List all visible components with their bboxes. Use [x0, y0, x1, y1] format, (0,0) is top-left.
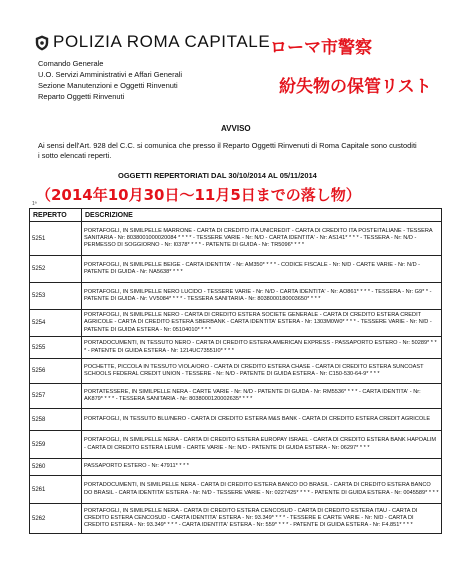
header-line-2: U.O. Servizi Amministrativi e Affari Generali — [38, 70, 183, 79]
reperto-number: 5259 — [30, 431, 82, 459]
reperto-number: 5255 — [30, 337, 82, 359]
header-line-1: Comando Generale — [38, 59, 104, 68]
jp-subtitle: 紛失物の保管リスト — [279, 77, 432, 97]
item-description: PORTAFOGLI, IN SIMILPELLE BEIGE - CARTA IDENTITA' - Nr: AM350* * * * - CODICE FISCALE - Nr: N/D - CARTE VARIE - Nr: N/D - PATENTE DI GUIDA - Nr: NA5638* * * * — [82, 256, 442, 283]
item-description: PORTATESSERE, IN SIMILPELLE NERA - CARTE VARIE - Nr: N/D - PATENTE DI GUIDA - Nr: RM5536* * * * - CARTA IDENTITA' - Nr: AK879* * * * - TESSERA SANITARIA - Nr: 8038000120002635* * * * — [82, 384, 442, 409]
column-header-reperto: REPERTO — [30, 209, 82, 222]
table-row — [30, 476, 442, 504]
table-row — [30, 431, 442, 459]
item-description: PORTAFOGLI, IN SIMILPELLE NERO - CARTA DI CREDITO ESTERA SOCIETE GENERALE - CARTA DI CREDITO ESTERA CREDIT AGRICOLE - CARTA DI CREDITO ESTERA SBERBANK - CARTA IDENTITA' ESTERA - Nr: 1303M0W0* * * * - TESSERE VARIE - Nr: N/D - PATENTE DI GUIDA ESTERA - Nr: 05104010* * * * — [82, 310, 442, 337]
header-line-4: Reparto Oggetti Rinvenuti — [38, 92, 125, 101]
reperto-number: 5253 — [30, 283, 82, 310]
item-description: POCHETTE, PICCOLA IN TESSUTO VIOLA/ORO - CARTA DI CREDITO ESTERA CHASE - CARTA DI CREDITO ESTERA SUNCOAST SCHOOLS FEDERAL CREDIT UNION - TESSERE - Nr: N/D - PATENTE DI GUIDA ESTERA - Nr: C150-530-64-9* * * * — [82, 359, 442, 384]
table-row — [30, 283, 442, 310]
column-header-descrizione: DESCRIZIONE — [82, 209, 442, 222]
item-description: PORTAFOGLI, IN TESSUTO BLU/NERO - CARTA DI CREDITO ESTERA M&S BANK - CARTA DI CREDITO ESTERA CREDIT AGRICOLE — [82, 409, 442, 431]
notice-body: Ai sensi dell'Art. 928 del C.C. si comunica che presso il Reparto Oggetti Rinvenuti di Roma Capitale sono custoditi i sotto elencati reperti. — [38, 141, 417, 160]
table-row — [30, 222, 442, 256]
page-mark: 1ª — [32, 201, 37, 207]
reperto-number: 5260 — [30, 459, 82, 476]
table-row — [30, 359, 442, 384]
table-row — [30, 459, 442, 476]
table-row — [30, 504, 442, 534]
notice-title: AVVISO — [221, 124, 251, 133]
reperto-number: 5261 — [30, 476, 82, 504]
header-line-3: Sezione Manutenzioni e Oggetti Rinvenuti — [38, 81, 178, 90]
reperto-number: 5257 — [30, 384, 82, 409]
table-row — [30, 310, 442, 337]
table-row — [30, 384, 442, 409]
reperto-number: 5262 — [30, 504, 82, 534]
list-title: OGGETTI REPERTORIATI DAL 30/10/2014 AL 05/11/2014 — [118, 171, 317, 180]
reperto-number: 5251 — [30, 222, 82, 256]
reperto-number: 5256 — [30, 359, 82, 384]
item-description: PORTAFOGLI, IN SIMILPELLE NERA - CARTA DI CREDITO ESTERA CENCOSUD - CARTA DI CREDITO ESTERA ITAU - CARTA DI CREDITO ESTERA CENCOSUD - CARTA IDENTITA' ESTERA - Nr: 93.349* * * * - TESSERE E CARTE VARIE - Nr: N/D - CARTA DI CREDITO ESTERA - Nr: 93.349* * * * - CARTA IDENTITA' ESTERA - Nr: 559* * * * - PATENTE DI GUIDA ESTERA - Nr: F4.851* * * * — [82, 504, 442, 534]
item-description: PORTAFOGLI, IN SIMILPELLE NERO LUCIDO - TESSERE VARIE - Nr: N/D - CARTA IDENTITA' - Nr: AO861* * * * - TESSERA - Nr: G9* * - PATENTE DI GUIDA - Nr: VV5084* * * * - TESSERA SANITARIA - Nr: 8038000180003650* * * * — [82, 283, 442, 310]
police-emblem-icon — [35, 35, 49, 51]
reperto-number: 5258 — [30, 409, 82, 431]
item-description: PORTAFOGLI, IN SIMILPELLE MARRONE - CARTA DI CREDITO ITA UNICREDIT - CARTA DI CREDITO ITA POSTEITALIANE - TESSERA SANITARIA - Nr: 8038001000020084 * * * * - TESSERE VARIE - Nr: N/D - CARTA IDENTITA' - Nr: AS141* * * * - TESSERA - Nr: N/D - PERMESSO DI SOGGIORNO - Nr: I0378* * * * - PATENTE DI GUIDA - Nr: TR5096* * * * — [82, 222, 442, 256]
jp-title: ローマ市警察 — [270, 38, 372, 58]
table-row — [30, 337, 442, 359]
item-description: PORTADOCUMENTI, IN TESSUTO NERO - CARTA DI CREDITO ESTERA AMERICAN EXPRESS - PASSAPORTO ESTERO - Nr: 50289* * * * - PATENTE DI GUIDA ESTERA - Nr: 1214UC73551I0* * * * — [82, 337, 442, 359]
table-row — [30, 256, 442, 283]
jp-period: （2014年10月30日～11月5日までの落し物） — [36, 186, 361, 204]
table-header-row — [30, 209, 442, 222]
item-description: PORTADOCUMENTI, IN SIMILPELLE NERA - CARTA DI CREDITO ESTERA BANCO DO BRASIL - CARTA DI CREDITO ESTERA BANCO DO BRASIL - CARTA IDENTITA' ESTERA - Nr: N/D - TESSERE VARIE - Nr: 0227425* * * * - PATENTE DI GUIDA ESTERA - Nr: 0045589* * * * — [82, 476, 442, 504]
items-table — [29, 208, 442, 534]
table-row — [30, 409, 442, 431]
item-description: PORTAFOGLI, IN SIMILPELLE NERA - CARTA DI CREDITO ESTERA EUROPAY ISRAEL - CARTA DI CREDITO ESTERA BANK HAPOALIM - CARTA DI CREDITO ESTERA LEUMI - CARTE VARIE - Nr: N/D - PATENTE DI GUIDA ESTERA - Nr: 06297* * * * — [82, 431, 442, 459]
brand-title: POLIZIA ROMA CAPITALE — [53, 32, 271, 51]
item-description: PASSAPORTO ESTERO - Nr: 47911* * * * — [82, 459, 442, 476]
reperto-number: 5254 — [30, 310, 82, 337]
reperto-number: 5252 — [30, 256, 82, 283]
